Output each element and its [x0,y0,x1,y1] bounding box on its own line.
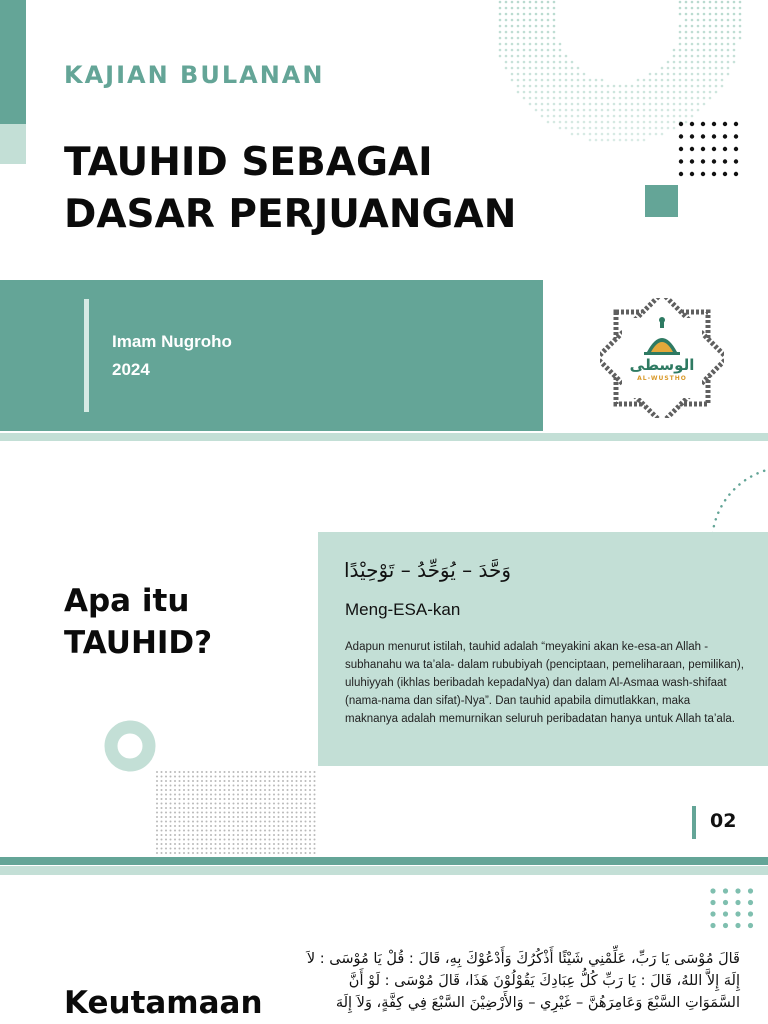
logo-latin-text: AL-WUSTHO [637,375,687,382]
slide-divider [0,433,768,441]
heading-line-1: Apa itu [64,583,190,619]
section-heading [64,580,212,664]
slide-divider-dark [0,857,768,865]
section-heading-2: Keutamaan [64,985,263,1021]
presenter-name: Imam Nugroho [112,332,232,351]
page-number-bar [692,806,696,839]
accent-strip-light [0,124,26,164]
ring-icon [104,720,156,772]
dotted-square-decoration [155,770,319,854]
slide-divider-light [0,866,768,875]
definition-paragraph: Adapun menurut istilah, tauhid adalah “meyakini akan ke-esa-an Allah -subhanahu wa ta’ala- dalam rububiyah (penciptaan, pemeliharaan, pemilikan), uluhiyyah (ikhlas beribadah kepadaNya) dan dalam Al-Asmaa wash-shifaat (nama-nama dan sifat)-Nya”. Dan tauhid apabila dimutlakkan, maka maknanya adalah memurnikan seluruh peribadatan hanya untuk Allah ta’ala. [345,641,744,725]
teal-square-decoration [645,185,678,217]
page-number: 02 [710,810,737,832]
title-line-1: TAUHID SEBAGAI [64,140,433,185]
presenter-band-bar [84,299,89,412]
dot-grid-decoration [676,118,740,180]
title-line-2: DASAR PERJUANGAN [64,192,517,237]
dot-grid-decoration-2 [708,886,756,930]
al-wustho-logo [600,298,724,418]
arabic-term: وَحَّدَ – يُوَحِّدُ – تَوْحِيْدًا [344,558,512,582]
slide-title [64,137,516,241]
presenter-info [112,328,232,384]
presenter-band [0,280,543,431]
accent-strip-dark [0,0,26,124]
logo-arabic-text: الوسطى [629,356,695,374]
presentation-year: 2024 [112,360,150,379]
heading-line-2: TAUHID? [64,625,213,661]
series-label: KAJIAN BULANAN [64,61,325,89]
term-meaning: Meng-ESA-kan [345,600,461,619]
arabic-hadith-text: قَالَ مُوْسَى يَا رَبِّ، عَلِّمْنِي شَيْئًا أَذْكُرُكَ وَأَدْعُوْكَ بِهِ، قَالَ : قُلْ يَا مُوْسَى : لاَ إِلَهَ إِلاَّ اللهُ، قَالَ : يَا رَبِّ كُلُّ عِبَادِكَ يَقُوْلُوْنَ هَذَا، قَالَ مُوْسَى : لَوْ أَنَّ السَّمَوَاتِ السَّبْعَ وَعَامِرَهُنَّ – غَيْرِي – وَالأَرْضِيْنَ السَّبْعَ فِي كِفَّةٍ، وَلاَ إِلَهَ [306,951,740,1011]
